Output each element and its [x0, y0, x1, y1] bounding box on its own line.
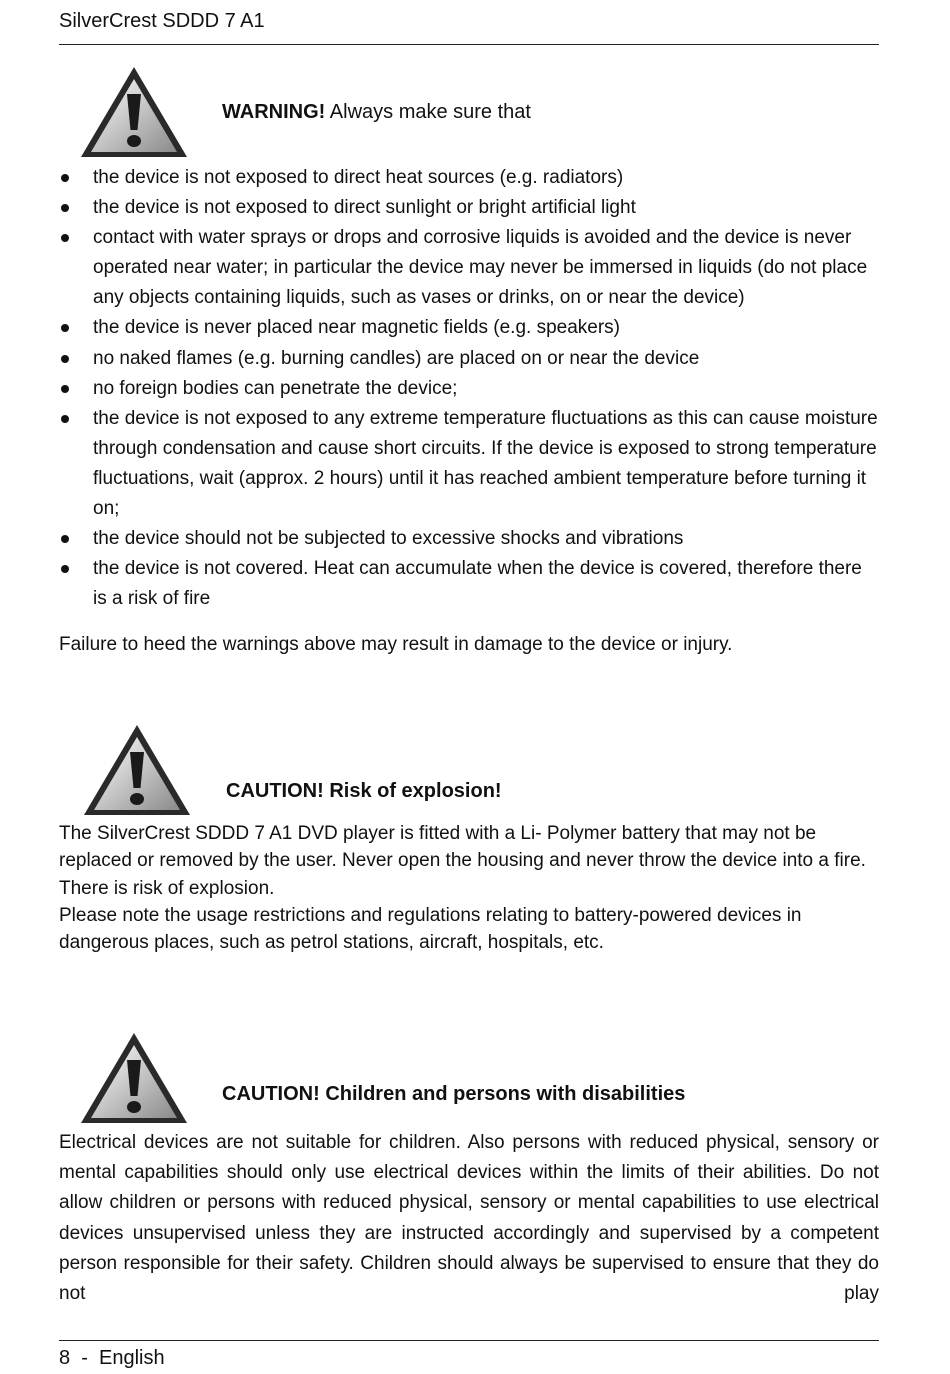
warning-triangle-icon	[78, 1030, 190, 1126]
usage-restrictions-paragraph: Please note the usage restrictions and regulations relating to battery-powered devices in dangerous places, such as petrol stations, aircraft, hospitals, etc.	[59, 905, 802, 954]
page-number-language: 8 - English	[59, 1347, 165, 1369]
warning-heading-text: Always make sure that	[325, 101, 531, 123]
failure-note: Failure to heed the warnings above may result in damage to the device or injury.	[59, 634, 733, 655]
page-header-title: SilverCrest SDDD 7 A1	[59, 10, 265, 32]
list-item: the device is not exposed to direct heat sources (e.g. radiators)	[59, 163, 879, 193]
list-item: the device is not exposed to direct sunlight or bright artificial light	[59, 193, 879, 223]
list-item: no naked flames (e.g. burning candles) are placed on or near the device	[59, 344, 879, 374]
children-paragraph: Electrical devices are not suitable for children. Also persons with reduced physical, sensory or mental capabilities should only use electrical devices within the limits of their abilities. Do not allow children or persons with reduced physical, sensory or mental capabilities to use electrical devices unsupervised unless they are instructed accordingly and supervised by a competent person responsible for their safety. Children should always be supervised to ensure that they do not play	[59, 1132, 879, 1305]
list-item: the device is not exposed to any extreme temperature fluctuations as this can cause moisture through condensation and cause short circuits. If the device is exposed to strong temperature fluctuations, wait (approx. 2 hours) until it has reached ambient temperature before turning it on;	[59, 404, 879, 524]
header-divider	[59, 44, 879, 45]
list-item: the device is not covered. Heat can accumulate when the device is covered, therefore there is a risk of fire	[59, 554, 879, 614]
list-item: contact with water sprays or drops and corrosive liquids is avoided and the device is never operated near water; in particular the device may never be immersed in liquids (do not place any objects containing liquids, such as vases or drinks, on or near the device)	[59, 223, 879, 313]
list-item: the device is never placed near magnetic fields (e.g. speakers)	[59, 313, 879, 343]
explosion-paragraph: The SilverCrest SDDD 7 A1 DVD player is fitted with a Li- Polymer battery that may not be replaced or removed by the user. Never open the housing and never throw the device into a fire. There is risk of explosion.	[59, 823, 866, 899]
explosion-heading-text: CAUTION! Risk of explosion!	[226, 780, 502, 802]
children-heading	[222, 1083, 685, 1106]
warning-heading-bold: WARNING!	[222, 101, 326, 123]
list-item: the device should not be subjected to excessive shocks and vibrations	[59, 524, 879, 554]
warning-list	[59, 163, 879, 614]
children-heading-text: CAUTION! Children and persons with disabilities	[222, 1083, 686, 1105]
list-item: no foreign bodies can penetrate the device;	[59, 374, 879, 404]
page-footer	[59, 1347, 165, 1370]
warning-heading	[222, 101, 531, 124]
explosion-heading	[226, 780, 502, 803]
footer-divider	[59, 1340, 879, 1341]
warning-triangle-icon	[78, 64, 190, 160]
warning-triangle-icon	[81, 722, 193, 818]
